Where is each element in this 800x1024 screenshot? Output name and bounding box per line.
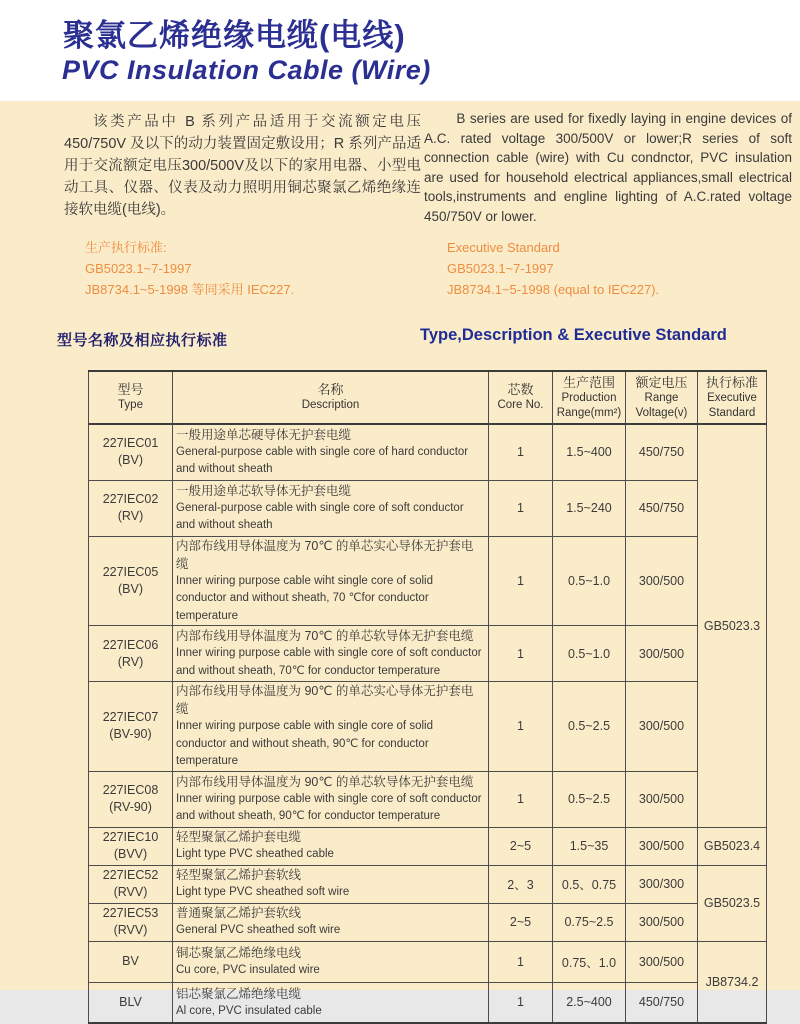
type-code: 227IEC05 [102, 564, 159, 579]
description-english: Inner wiring purpose cable with single core of solid conductor and without sheath, 90℃ for conductor temperature [176, 720, 433, 767]
col-header-type: 型号 Type [89, 371, 173, 424]
core-no-cell: 1 [489, 536, 553, 626]
production-range-cell: 0.5、0.75 [553, 865, 626, 903]
description-chinese: 内部布线用导体温度为 90℃ 的单芯实心导体无护套电缆 [176, 684, 474, 716]
intro-paragraph-english: B series are used for fixedly laying in engine devices of A.C. rated voltage 300/500V or lower;R series of soft connection cable (wire) with Cu condnctor, PVC insulation are used for household electrical appliances,small electrical tools,instruments and engline lighting of A.C.rated voltage 450/750V or lower. [424, 111, 792, 224]
type-code: 227IEC53 [102, 906, 159, 920]
table-row [89, 682, 767, 772]
production-range-cell: 0.5~1.0 [553, 626, 626, 682]
production-range-cell: 0.5~1.0 [553, 536, 626, 626]
description-cell [173, 982, 489, 1023]
type-code: 227IEC06 [102, 637, 159, 652]
description-english: Inner wiring purpose cable wiht single core of solid conductor and without sheath, 70 ℃for conductor temperature [176, 574, 433, 622]
type-subcode: (BV-90) [109, 727, 152, 742]
description-english: General PVC sheathed soft wire [176, 924, 341, 937]
standard-line: Executive Standard [447, 240, 560, 255]
rated-voltage-cell: 300/500 [626, 771, 698, 827]
description-english: Light type PVC sheathed soft wire [176, 886, 350, 899]
type-subcode: (RVV) [113, 923, 148, 937]
description-cell [173, 941, 489, 982]
type-cell [89, 424, 173, 480]
type-subcode: (RV-90) [109, 800, 152, 814]
type-code: 227IEC08 [102, 783, 159, 797]
core-no-cell: 1 [489, 424, 553, 480]
rated-voltage-cell: 300/500 [626, 903, 698, 941]
rated-voltage-cell: 300/500 [626, 941, 698, 982]
table-header-row [89, 371, 767, 424]
standard-line: JB8734.1~5-1998 等同采用 IEC227. [85, 282, 295, 297]
table-row [89, 626, 767, 682]
col-header-production-range: 生产范围 Production Range(mm²) [553, 371, 626, 424]
type-subcode: (BV) [118, 453, 143, 468]
type-cell [89, 682, 173, 772]
production-range-cell: 1.5~35 [553, 827, 626, 865]
description-english: Al core, PVC insulated cable [176, 1004, 322, 1017]
core-no-cell: 1 [489, 941, 553, 982]
core-no-cell: 2~5 [489, 903, 553, 941]
production-range-cell: 0.75~2.5 [553, 903, 626, 941]
type-cell [89, 827, 173, 865]
type-subcode: (BV) [118, 581, 143, 596]
intro-paragraph-chinese: 该类产品中 B 系列产品适用于交流额定电压 450/750V 及以下的动力装置固定敷设用；R 系列产品适用于交流额定电压300/500V及以下的家用电器、小型电动工具、仪器、仪表及动力照明用铜芯聚氯乙烯绝缘连接软电缆(电线)。 [64, 114, 421, 218]
description-cell [173, 424, 489, 480]
core-no-cell: 2~5 [489, 827, 553, 865]
description-cell [173, 480, 489, 536]
page-title-chinese: 聚氯乙烯绝缘电缆(电线) [63, 18, 406, 53]
description-chinese: 铜芯聚氯乙烯绝缘电线 [176, 945, 302, 960]
type-code: BLV [119, 994, 142, 1009]
core-no-cell: 1 [489, 682, 553, 772]
type-subcode: (RV) [117, 654, 144, 669]
type-cell [89, 982, 173, 1023]
description-cell [173, 626, 489, 682]
standard-line: GB5023.1~7-1997 [447, 261, 554, 276]
description-chinese: 一般用途单芯软导体无护套电缆 [176, 483, 352, 498]
col-header-rated-voltage: 额定电压 Range Voltage(v) [626, 371, 698, 424]
production-standard-block-english [447, 237, 659, 300]
section-heading-chinese: 型号名称及相应执行标准 [57, 332, 228, 349]
table-row [89, 827, 767, 865]
section-heading-english: Type,Description & Executive Standard [420, 326, 727, 344]
description-chinese: 内部布线用导体温度为 90℃ 的单芯软导体无护套电缆 [176, 774, 474, 789]
rated-voltage-cell: 300/500 [626, 536, 698, 626]
table-body [89, 424, 767, 1023]
standard-line: 生产执行标准: [85, 240, 167, 255]
type-subcode: (RV) [117, 509, 144, 523]
description-chinese: 铝芯聚氯乙烯绝缘电缆 [176, 986, 302, 1001]
type-code: BV [122, 954, 139, 968]
type-code: 227IEC07 [102, 710, 159, 725]
core-no-cell: 1 [489, 982, 553, 1023]
executive-standard-cell: JB8734.2 [698, 941, 767, 1023]
description-english: General-purpose cable with single core of soft conductor and without sheath [176, 501, 464, 531]
description-chinese: 内部布线用导体温度为 70℃ 的单芯实心导体无护套电缆 [176, 538, 474, 571]
table-row [89, 865, 767, 903]
executive-standard-cell: GB5023.4 [698, 827, 767, 865]
description-english: General-purpose cable with single core of hard conductor and without sheath [176, 445, 469, 476]
type-cell [89, 536, 173, 626]
rated-voltage-cell: 300/500 [626, 682, 698, 772]
description-cell [173, 827, 489, 865]
type-cell [89, 626, 173, 682]
executive-standard-cell: GB5023.5 [698, 865, 767, 941]
description-english: Light type PVC sheathed cable [176, 848, 334, 861]
description-english: Inner wiring purpose cable with single core of soft conductor and without sheath, 70℃ for conductor temperature [176, 647, 482, 677]
core-no-cell: 1 [489, 480, 553, 536]
description-cell [173, 771, 489, 827]
type-subcode: (BVV) [113, 847, 148, 861]
description-english: Inner wiring purpose cable with single core of soft conductor and without sheath, 90℃ for conductor temperature [176, 792, 482, 822]
production-standard-block-chinese [85, 237, 294, 300]
description-chinese: 轻型聚氯乙烯护套电缆 [176, 830, 302, 845]
type-cell [89, 903, 173, 941]
type-code: 227IEC02 [102, 492, 159, 506]
description-english: Cu core, PVC insulated wire [176, 963, 320, 976]
core-no-cell: 1 [489, 771, 553, 827]
description-chinese: 轻型聚氯乙烯护套软线 [176, 868, 302, 883]
table-row [89, 424, 767, 480]
type-cell [89, 865, 173, 903]
rated-voltage-cell: 450/750 [626, 424, 698, 480]
rated-voltage-cell: 300/300 [626, 865, 698, 903]
table-row [89, 903, 767, 941]
description-cell [173, 682, 489, 772]
core-no-cell: 1 [489, 626, 553, 682]
table-row [89, 941, 767, 982]
core-no-cell: 2、3 [489, 865, 553, 903]
description-chinese: 内部布线用导体温度为 70℃ 的单芯软导体无护套电缆 [176, 629, 474, 643]
standard-line: JB8734.1~5-1998 (equal to IEC227). [447, 282, 660, 297]
rated-voltage-cell: 300/500 [626, 827, 698, 865]
type-code: 227IEC10 [102, 830, 159, 844]
table-row [89, 480, 767, 536]
standard-line: GB5023.1~7-1997 [85, 261, 192, 276]
description-chinese: 普通聚氯乙烯护套软线 [176, 906, 302, 921]
production-range-cell: 1.5~400 [553, 424, 626, 480]
rated-voltage-cell: 450/750 [626, 982, 698, 1023]
col-header-description: 名称 Description [173, 371, 489, 424]
rated-voltage-cell: 450/750 [626, 480, 698, 536]
page-title-english: PVC Insulation Cable (Wire) [62, 55, 431, 85]
description-cell [173, 903, 489, 941]
table-row [89, 771, 767, 827]
production-range-cell: 0.5~2.5 [553, 682, 626, 772]
type-code: 227IEC01 [102, 436, 159, 451]
production-range-cell: 1.5~240 [553, 480, 626, 536]
production-range-cell: 0.75、1.0 [553, 941, 626, 982]
col-header-executive-standard: 执行标准 Executive Standard [698, 371, 767, 424]
description-chinese: 一般用途单芯硬导体无护套电缆 [176, 427, 352, 442]
description-cell [173, 865, 489, 903]
table-row [89, 982, 767, 1023]
type-code: 227IEC52 [102, 868, 159, 882]
type-cell [89, 480, 173, 536]
description-cell [173, 536, 489, 626]
type-cell [89, 941, 173, 982]
type-description-table [88, 370, 767, 1024]
production-range-cell: 0.5~2.5 [553, 771, 626, 827]
rated-voltage-cell: 300/500 [626, 626, 698, 682]
table-row [89, 536, 767, 626]
type-cell [89, 771, 173, 827]
type-subcode: (RVV) [113, 885, 148, 899]
col-header-core-no: 芯数 Core No. [489, 371, 553, 424]
production-range-cell: 2.5~400 [553, 982, 626, 1023]
executive-standard-cell: GB5023.3 [698, 424, 767, 827]
